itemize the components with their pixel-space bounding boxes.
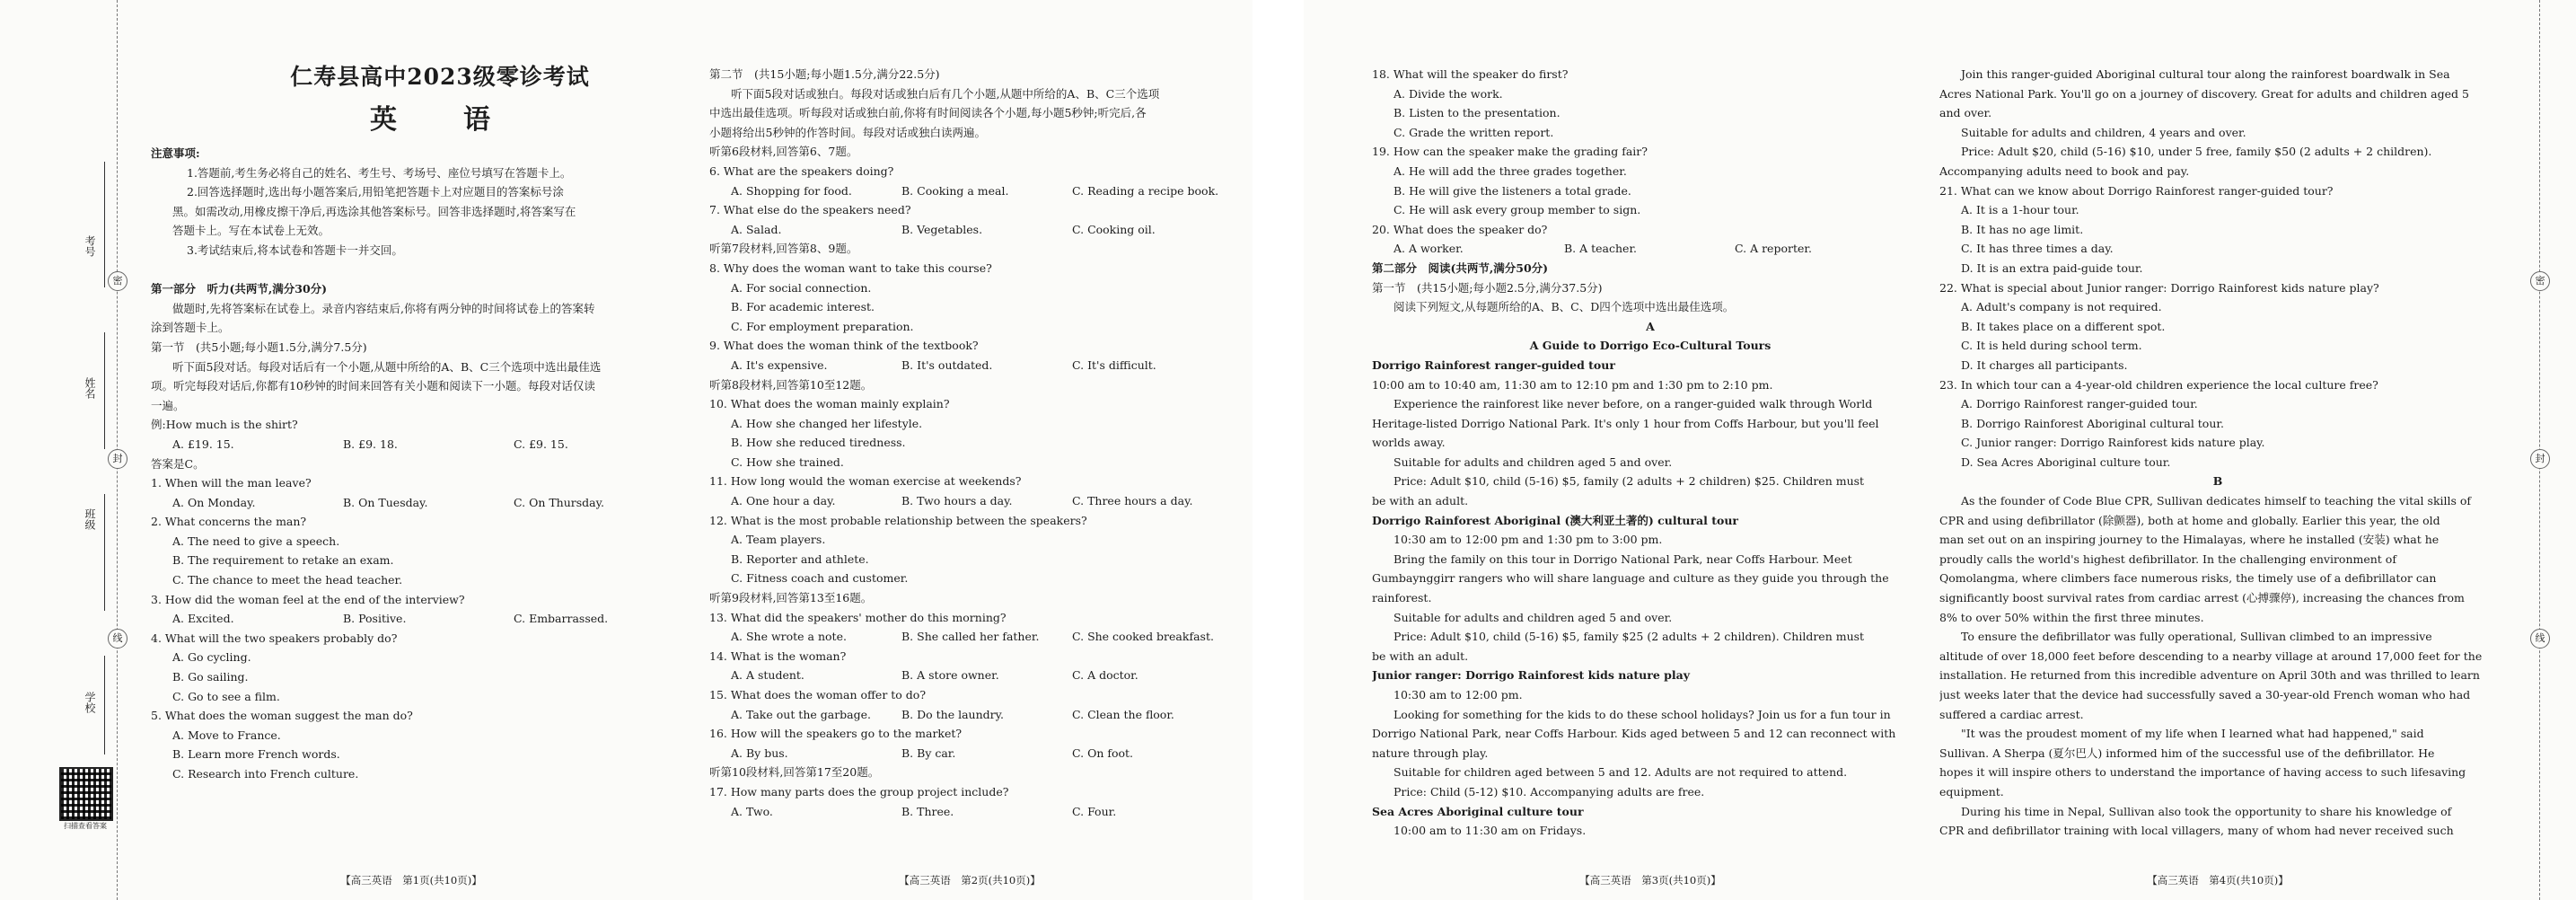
text-line: B. Dorrigo Rainforest Aboriginal cultural tour.	[1961, 416, 2224, 430]
binding-label-class: 班级	[84, 508, 96, 530]
text-line: worlds away.	[1372, 436, 1446, 450]
text-line: B. How she reduced tiredness.	[731, 436, 906, 450]
text-line: C. The chance to meet the head teacher.	[172, 573, 403, 587]
seal-circle: 线	[2530, 629, 2550, 649]
text-line: 10. What does the woman mainly explain?	[709, 397, 950, 411]
text-line: Experience the rainforest like never before, on a ranger-guided walk through World	[1394, 397, 1873, 411]
text-line: A. Adult's company is not required.	[1961, 300, 2162, 314]
text-line: A. How she changed her lifestyle.	[731, 416, 923, 430]
answer-option: C. On foot.	[1072, 746, 1134, 760]
text-line: Price: Adult $10, child (5-16) $5, family $25 (2 adults + 2 children). Children must	[1394, 630, 1865, 644]
text-line: 项。听完每段对话后,你都有10秒钟的时间来回答有关小题和阅读下一小题。每段对话仅读	[151, 379, 595, 393]
text-line: 12. What is the most probable relationship between the speakers?	[709, 513, 1087, 527]
text-line: A. For social connection.	[731, 280, 872, 295]
answer-option: A. £19. 15.	[172, 437, 234, 451]
text-line: Accompanying adults need to book and pay.	[1939, 163, 2190, 178]
text-line: Looking for something for the kids to do these school holidays? Join us for a fun tour in	[1394, 707, 1891, 721]
seal-circle: 线	[108, 629, 127, 649]
text-line: 3. How did the woman feel at the end of the interview?	[151, 592, 465, 606]
text-line: be with an adult.	[1372, 649, 1469, 663]
text-line: 11. How long would the woman exercise at weekends?	[709, 474, 1022, 489]
answer-option: C. It's difficult.	[1072, 357, 1156, 372]
text-line: C. Junior ranger: Dorrigo Rainforest kids nature play.	[1961, 436, 2265, 450]
text-line: Sea Acres Aboriginal culture tour	[1372, 804, 1584, 818]
text-line: 听第6段材料,回答第6、7题。	[709, 145, 858, 159]
answer-option: A. Excited.	[172, 612, 234, 626]
text-line: 13. What did the speakers' mother do this morning?	[709, 610, 1007, 624]
option-row	[709, 627, 1230, 647]
text-line: To ensure the defibrillator was fully operational, Sullivan climbed to an impressive	[1961, 630, 2432, 644]
text-line: 22. What is special about Junior ranger: Dorrigo Rainforest kids nature play?	[1939, 280, 2379, 295]
answer-option: B. Positive.	[343, 612, 407, 626]
text-line: Qomolangma, where climbers face numerous risks, the timely use of a defibrillator can	[1939, 571, 2437, 586]
text-line: 10:00 am to 11:30 am on Fridays.	[1394, 824, 1587, 838]
answer-option: B. Three.	[901, 804, 954, 818]
answer-option: B. A store owner.	[901, 668, 999, 683]
text-line: 一遍。	[151, 398, 185, 412]
text-line: altitude of over 18,000 feet before descending to a nearby village at around 17,000 feet for the	[1939, 649, 2483, 663]
text-line: 1. When will the man leave?	[151, 476, 312, 490]
text-line: proudly calls the world's highest defibrillator. In the challenging environment of	[1939, 551, 2396, 566]
seal-circle: 封	[2530, 449, 2550, 469]
answer-option: C. Cooking oil.	[1072, 222, 1156, 236]
text-line: A. Move to France.	[172, 728, 281, 742]
binding-label-school: 学校	[84, 692, 96, 713]
text-line: 23. In which tour can a 4-year-old children experience the local culture free?	[1939, 377, 2378, 392]
text-line: Dorrigo National Park, near Coffs Harbour. Kids aged between 5 and 12 can reconnect with	[1372, 727, 1896, 741]
answer-option: B. It's outdated.	[901, 357, 993, 372]
text-line: 答题卡上。写在本试卷上无效。	[172, 224, 330, 238]
text-line: 16. How will the speakers go to the market?	[709, 727, 963, 741]
page1-footer: 【高三英语 第1页(共10页)】	[340, 874, 482, 887]
text-line: 6. What are the speakers doing?	[709, 163, 894, 178]
text-line: A. Team players.	[731, 533, 826, 547]
text-line: and over.	[1939, 106, 1992, 120]
answer-option: B. On Tuesday.	[343, 495, 428, 509]
text-line: B. It has no age limit.	[1961, 222, 2084, 236]
text-line: B. He will give the listeners a total grade.	[1394, 183, 1631, 198]
text-line: Price: Adult $10, child (5-16) $5, family (2 adults + 2 children) $25. Children must	[1394, 474, 1865, 489]
text-line: C. Research into French culture.	[172, 767, 359, 781]
option-row	[709, 705, 1230, 725]
seal-circle: 密	[2530, 271, 2550, 291]
text-line: CPR and using defibrillator (除颤器), both at home and globally. Earlier this year, the old	[1939, 513, 2440, 527]
binding-label-name: 姓名	[84, 377, 96, 399]
text-line: 10:30 am to 12:00 pm and 1:30 pm to 3:00 pm.	[1394, 533, 1663, 547]
text-line: 2.回答选择题时,选出每小题答案后,用铅笔把答题卡上对应题目的答案标号涂	[187, 185, 564, 199]
text-line: 14. What is the woman?	[709, 649, 847, 663]
option-row	[1372, 239, 1929, 259]
binding-strip	[108, 0, 127, 900]
qr-code	[59, 767, 113, 821]
left-sheet	[0, 0, 1253, 900]
text-line: B. Listen to the presentation.	[1394, 106, 1561, 120]
text-line: 听第9段材料,回答第13至16题。	[709, 591, 873, 605]
text-line: 听第7段材料,回答第8、9题。	[709, 242, 858, 256]
text-line: B. It takes place on a different spot.	[1961, 319, 2166, 333]
text-line: 第一节 (共5小题;每小题1.5分,满分7.5分)	[151, 340, 367, 354]
text-line: Suitable for adults and children, 4 years and over.	[1961, 125, 2246, 139]
text-line: 第一节 (共15小题;每小题2.5分,满分37.5分)	[1372, 280, 1603, 295]
right-sheet	[1304, 0, 2576, 900]
text-line: D. It is an extra paid-guide tour.	[1961, 260, 2143, 275]
text-line: 10:30 am to 12:00 pm.	[1394, 688, 1523, 701]
page4-footer: 【高三英语 第4页(共10页)】	[2147, 874, 2289, 887]
text-line: be with an adult.	[1372, 494, 1469, 508]
text-line: C. Grade the written report.	[1394, 125, 1554, 139]
answer-option: B. Vegetables.	[901, 222, 983, 236]
text-line: 8% to over 50% within the first three minutes.	[1939, 610, 2204, 624]
text-line: Gumbaynggirr rangers who will share language and culture as they guide you through the	[1372, 571, 1889, 586]
text-line: During his time in Nepal, Sullivan also took the opportunity to share his knowledge of	[1961, 804, 2452, 818]
text-line: D. It charges all participants.	[1961, 357, 2128, 372]
text-line: C. How she trained.	[731, 454, 844, 469]
text-line: suffered a cardiac arrest.	[1939, 707, 2084, 721]
page4-column	[1939, 65, 2496, 841]
answer-option: A. By bus.	[731, 746, 788, 760]
text-line: 中选出最佳选项。听每段对话或独白前,你将有时间阅读各个小题,每小题5秒钟;听完后,各	[709, 106, 1147, 120]
answer-option: A. Salad.	[731, 222, 782, 236]
text-line: A. Dorrigo Rainforest ranger-guided tour.	[1961, 397, 2198, 411]
text-line: 小题将给出5秒钟的作答时间。每段对话或独白读两遍。	[709, 125, 986, 139]
exam-subject: 英 语	[370, 104, 510, 136]
text-line: Suitable for adults and children aged 5 and over.	[1394, 610, 1673, 624]
text-line: 听下面5段对话或独白。每段对话或独白后有几个小题,从题中所给的A、B、C三个选项	[731, 86, 1160, 101]
text-line: 8. Why does the woman want to take this course?	[709, 260, 992, 275]
text-line: A. Divide the work.	[1394, 86, 1503, 101]
text-line: B. Reporter and athlete.	[731, 551, 869, 566]
text-line: Junior ranger: Dorrigo Rainforest kids nature play	[1372, 668, 1691, 683]
text-line: Acres National Park. You'll go on a journey of discovery. Great for adults and children aged 5	[1939, 86, 2469, 101]
text-line: 第二节 (共15小题;每小题1.5分,满分22.5分)	[709, 67, 940, 81]
text-line: 1.答题前,考生务必将自己的姓名、考生号、考场号、座位号填写在答题卡上。	[187, 165, 572, 180]
answer-option: C. Clean the floor.	[1072, 707, 1174, 721]
answer-option: A. On Monday.	[172, 495, 256, 509]
text-line: 17. How many parts does the group project include?	[709, 784, 1009, 799]
text-line: A. The need to give a speech.	[172, 534, 340, 548]
page2-footer: 【高三英语 第2页(共10页)】	[899, 874, 1041, 887]
text-line: Dorrigo Rainforest ranger-guided tour	[1372, 357, 1615, 372]
answer-option: C. Four.	[1072, 804, 1117, 818]
text-line: 20. What does the speaker do?	[1372, 222, 1548, 236]
text-line: 答案是C。	[151, 456, 205, 471]
text-line: rainforest.	[1372, 591, 1432, 605]
answer-option: C. Three hours a day.	[1072, 494, 1193, 508]
text-line: nature through play.	[1372, 746, 1489, 760]
binding-label-exam-number: 考号	[84, 235, 96, 257]
text-line: 涂到答题卡上。	[151, 321, 230, 335]
text-line: 注意事项:	[151, 146, 200, 160]
text-line: 阅读下列短文,从每题所给的A、B、C、D四个选项中选出最佳选项。	[1394, 300, 1735, 314]
text-line: 听第10段材料,回答第17至20题。	[709, 765, 880, 780]
text-line: 19. How can the speaker make the grading fair?	[1372, 145, 1648, 159]
binding-strip-right	[2530, 0, 2550, 900]
option-row	[709, 491, 1230, 511]
text-line: 3.考试结束后,将本试卷和答题卡一并交回。	[187, 243, 403, 257]
answer-option: A. Shopping for food.	[731, 183, 852, 198]
text-line: Heritage-listed Dorrigo National Park. It's only 1 hour from Coffs Harbour, but you'll feel	[1372, 416, 1879, 430]
text-line: man set out on an inspiring journey to the Himalayas, where he installed (安装) what he	[1939, 533, 2440, 547]
page3-footer: 【高三英语 第3页(共10页)】	[1579, 874, 1721, 887]
answer-option: C. Reading a recipe book.	[1072, 183, 1219, 198]
seal-circle: 封	[108, 449, 127, 469]
answer-option: A. One hour a day.	[731, 494, 836, 508]
text-line: 9. What does the woman think of the textbook?	[709, 339, 979, 353]
text-line: C. Go to see a film.	[172, 689, 280, 703]
option-row	[709, 220, 1230, 240]
answer-option: C. A doctor.	[1072, 668, 1139, 683]
answer-option: B. Two hours a day.	[901, 494, 1013, 508]
text-line: C. Fitness coach and customer.	[731, 571, 909, 586]
answer-option: A. A student.	[731, 668, 804, 683]
exam-title: 仁寿县高中2023级零诊考试	[290, 64, 590, 90]
text-line: Dorrigo Rainforest Aboriginal (澳大利亚土著的) cultural tour	[1372, 513, 1739, 527]
text-line: 做题时,先将答案标在试卷上。录音内容结束后,你将有两分钟的时间将试卷上的答案转	[172, 301, 595, 315]
page2-column	[709, 65, 1230, 821]
text-line: "It was the proudest moment of my life when I learned what had happened," said	[1961, 727, 2424, 741]
answer-option: C. She cooked breakfast.	[1072, 630, 1214, 644]
text-line: C. It is held during school term.	[1961, 339, 2142, 353]
text-line: Suitable for children aged between 5 and 12. Adults are not required to attend.	[1394, 765, 1848, 780]
text-line: B. Go sailing.	[172, 670, 249, 684]
answer-option: C. £9. 15.	[514, 437, 568, 451]
text-line: A	[1646, 319, 1655, 333]
answer-option: C. On Thursday.	[514, 495, 604, 509]
answer-option: A. Two.	[731, 804, 773, 818]
option-row	[151, 609, 672, 629]
text-line: Bring the family on this tour in Dorrigo National Park, near Coffs Harbour. Meet	[1394, 551, 1852, 566]
answer-option: B. She called her father.	[901, 630, 1040, 644]
text-line: 7. What else do the speakers need?	[709, 203, 911, 217]
page-gutter	[1253, 0, 1304, 900]
answer-option: B. By car.	[901, 746, 956, 760]
text-line: C. He will ask every group member to sign.	[1394, 203, 1641, 217]
text-line: 听第8段材料,回答第10至12题。	[709, 377, 873, 392]
text-line: 例:How much is the shirt?	[151, 418, 298, 432]
answer-option: B. A teacher.	[1564, 242, 1638, 256]
answer-option: A. Take out the garbage.	[731, 707, 872, 721]
option-row	[151, 493, 672, 513]
qr-caption: 扫描查看答案	[64, 822, 107, 830]
text-line: 第一部分 听力(共两节,满分30分)	[151, 282, 328, 296]
text-line: 18. What will the speaker do first?	[1372, 67, 1569, 81]
text-line: significantly boost survival rates from cardiac arrest (心搏骤停), increasing the chances from	[1939, 591, 2465, 605]
text-line: 21. What can we know about Dorrigo Rainforest ranger-guided tour?	[1939, 183, 2334, 198]
text-line: just weeks later that the device had successfully saved a 30-year-old French woman who had	[1939, 688, 2471, 701]
text-line: equipment.	[1939, 784, 2004, 799]
answer-option: A. A worker.	[1394, 242, 1464, 256]
text-line: 15. What does the woman offer to do?	[709, 688, 927, 701]
text-line: CPR and defibrillator training with local villagers, many of whom had never received such	[1939, 824, 2454, 838]
option-row	[709, 356, 1230, 375]
text-line: A. Go cycling.	[172, 650, 251, 665]
text-line: B. The requirement to retake an exam.	[172, 553, 394, 568]
school-field	[104, 656, 105, 754]
option-row	[709, 666, 1230, 685]
text-line	[151, 260, 672, 280]
text-line: 黑。如需改动,用橡皮擦干净后,再选涂其他答案标号。回答非选择题时,将答案写在	[172, 204, 576, 218]
seal-circle: 密	[108, 271, 127, 291]
class-field	[104, 494, 105, 611]
answer-option: B. Do the laundry.	[901, 707, 1005, 721]
text-line: Price: Child (5-12) $10. Accompanying adults are free.	[1394, 784, 1705, 799]
option-row	[709, 181, 1230, 201]
answer-option: A. She wrote a note.	[731, 630, 847, 644]
option-row	[709, 744, 1230, 763]
option-row	[151, 435, 672, 454]
text-line: As the founder of Code Blue CPR, Sullivan dedicates himself to teaching the vital skills of	[1961, 494, 2472, 508]
text-line: Sullivan. A Sherpa (夏尔巴人) informed him of the successful use of the defibrillator. He	[1939, 746, 2435, 760]
text-line: Join this ranger-guided Aboriginal cultural tour along the rainforest boardwalk in Sea	[1961, 67, 2450, 81]
text-line: 5. What does the woman suggest the man do?	[151, 709, 413, 723]
text-line: B. For academic interest.	[731, 300, 875, 314]
answer-option: B. £9. 18.	[343, 437, 398, 451]
text-line: 2. What concerns the man?	[151, 515, 307, 529]
page3-column	[1372, 65, 1929, 841]
text-line: 听下面5段对话。每段对话后有一个小题,从题中所给的A、B、C三个选项中选出最佳选	[172, 359, 602, 374]
text-line: C. It has three times a day.	[1961, 242, 2114, 256]
text-line: A. He will add the three grades together.	[1394, 163, 1627, 178]
text-line: hopes it will inspire others to understand the importance of having access to such lifesaving	[1939, 765, 2466, 780]
text-line: A. It is a 1-hour tour.	[1961, 203, 2079, 217]
text-line: 第二部分 阅读(共两节,满分50分)	[1372, 260, 1549, 275]
text-line: 4. What will the two speakers probably do?	[151, 631, 398, 645]
text-line: installation. He returned from this incredible adventure on April 30th and was thrilled to learn	[1939, 668, 2480, 683]
answer-option: C. A reporter.	[1735, 242, 1812, 256]
text-line: B	[2212, 474, 2223, 489]
page1-column	[151, 144, 672, 784]
name-field	[104, 332, 105, 449]
exam-number-field	[104, 162, 105, 287]
text-line: 10:00 am to 10:40 am, 11:30 am to 12:10 pm and 1:30 pm to 2:10 pm.	[1372, 377, 1773, 392]
text-line: B. Learn more French words.	[172, 747, 340, 762]
text-line: Suitable for adults and children aged 5 and over.	[1394, 454, 1673, 469]
answer-option: B. Cooking a meal.	[901, 183, 1009, 198]
answer-option: C. Embarrassed.	[514, 612, 609, 626]
text-line: Price: Adult $20, child (5-16) $10, under 5 free, family $50 (2 adults + 2 children).	[1961, 145, 2432, 159]
text-line: C. For employment preparation.	[731, 319, 914, 333]
text-line: D. Sea Acres Aboriginal culture tour.	[1961, 454, 2171, 469]
answer-option: A. It's expensive.	[731, 357, 828, 372]
text-line: A Guide to Dorrigo Eco-Cultural Tours	[1529, 339, 1772, 353]
option-row	[709, 802, 1230, 822]
